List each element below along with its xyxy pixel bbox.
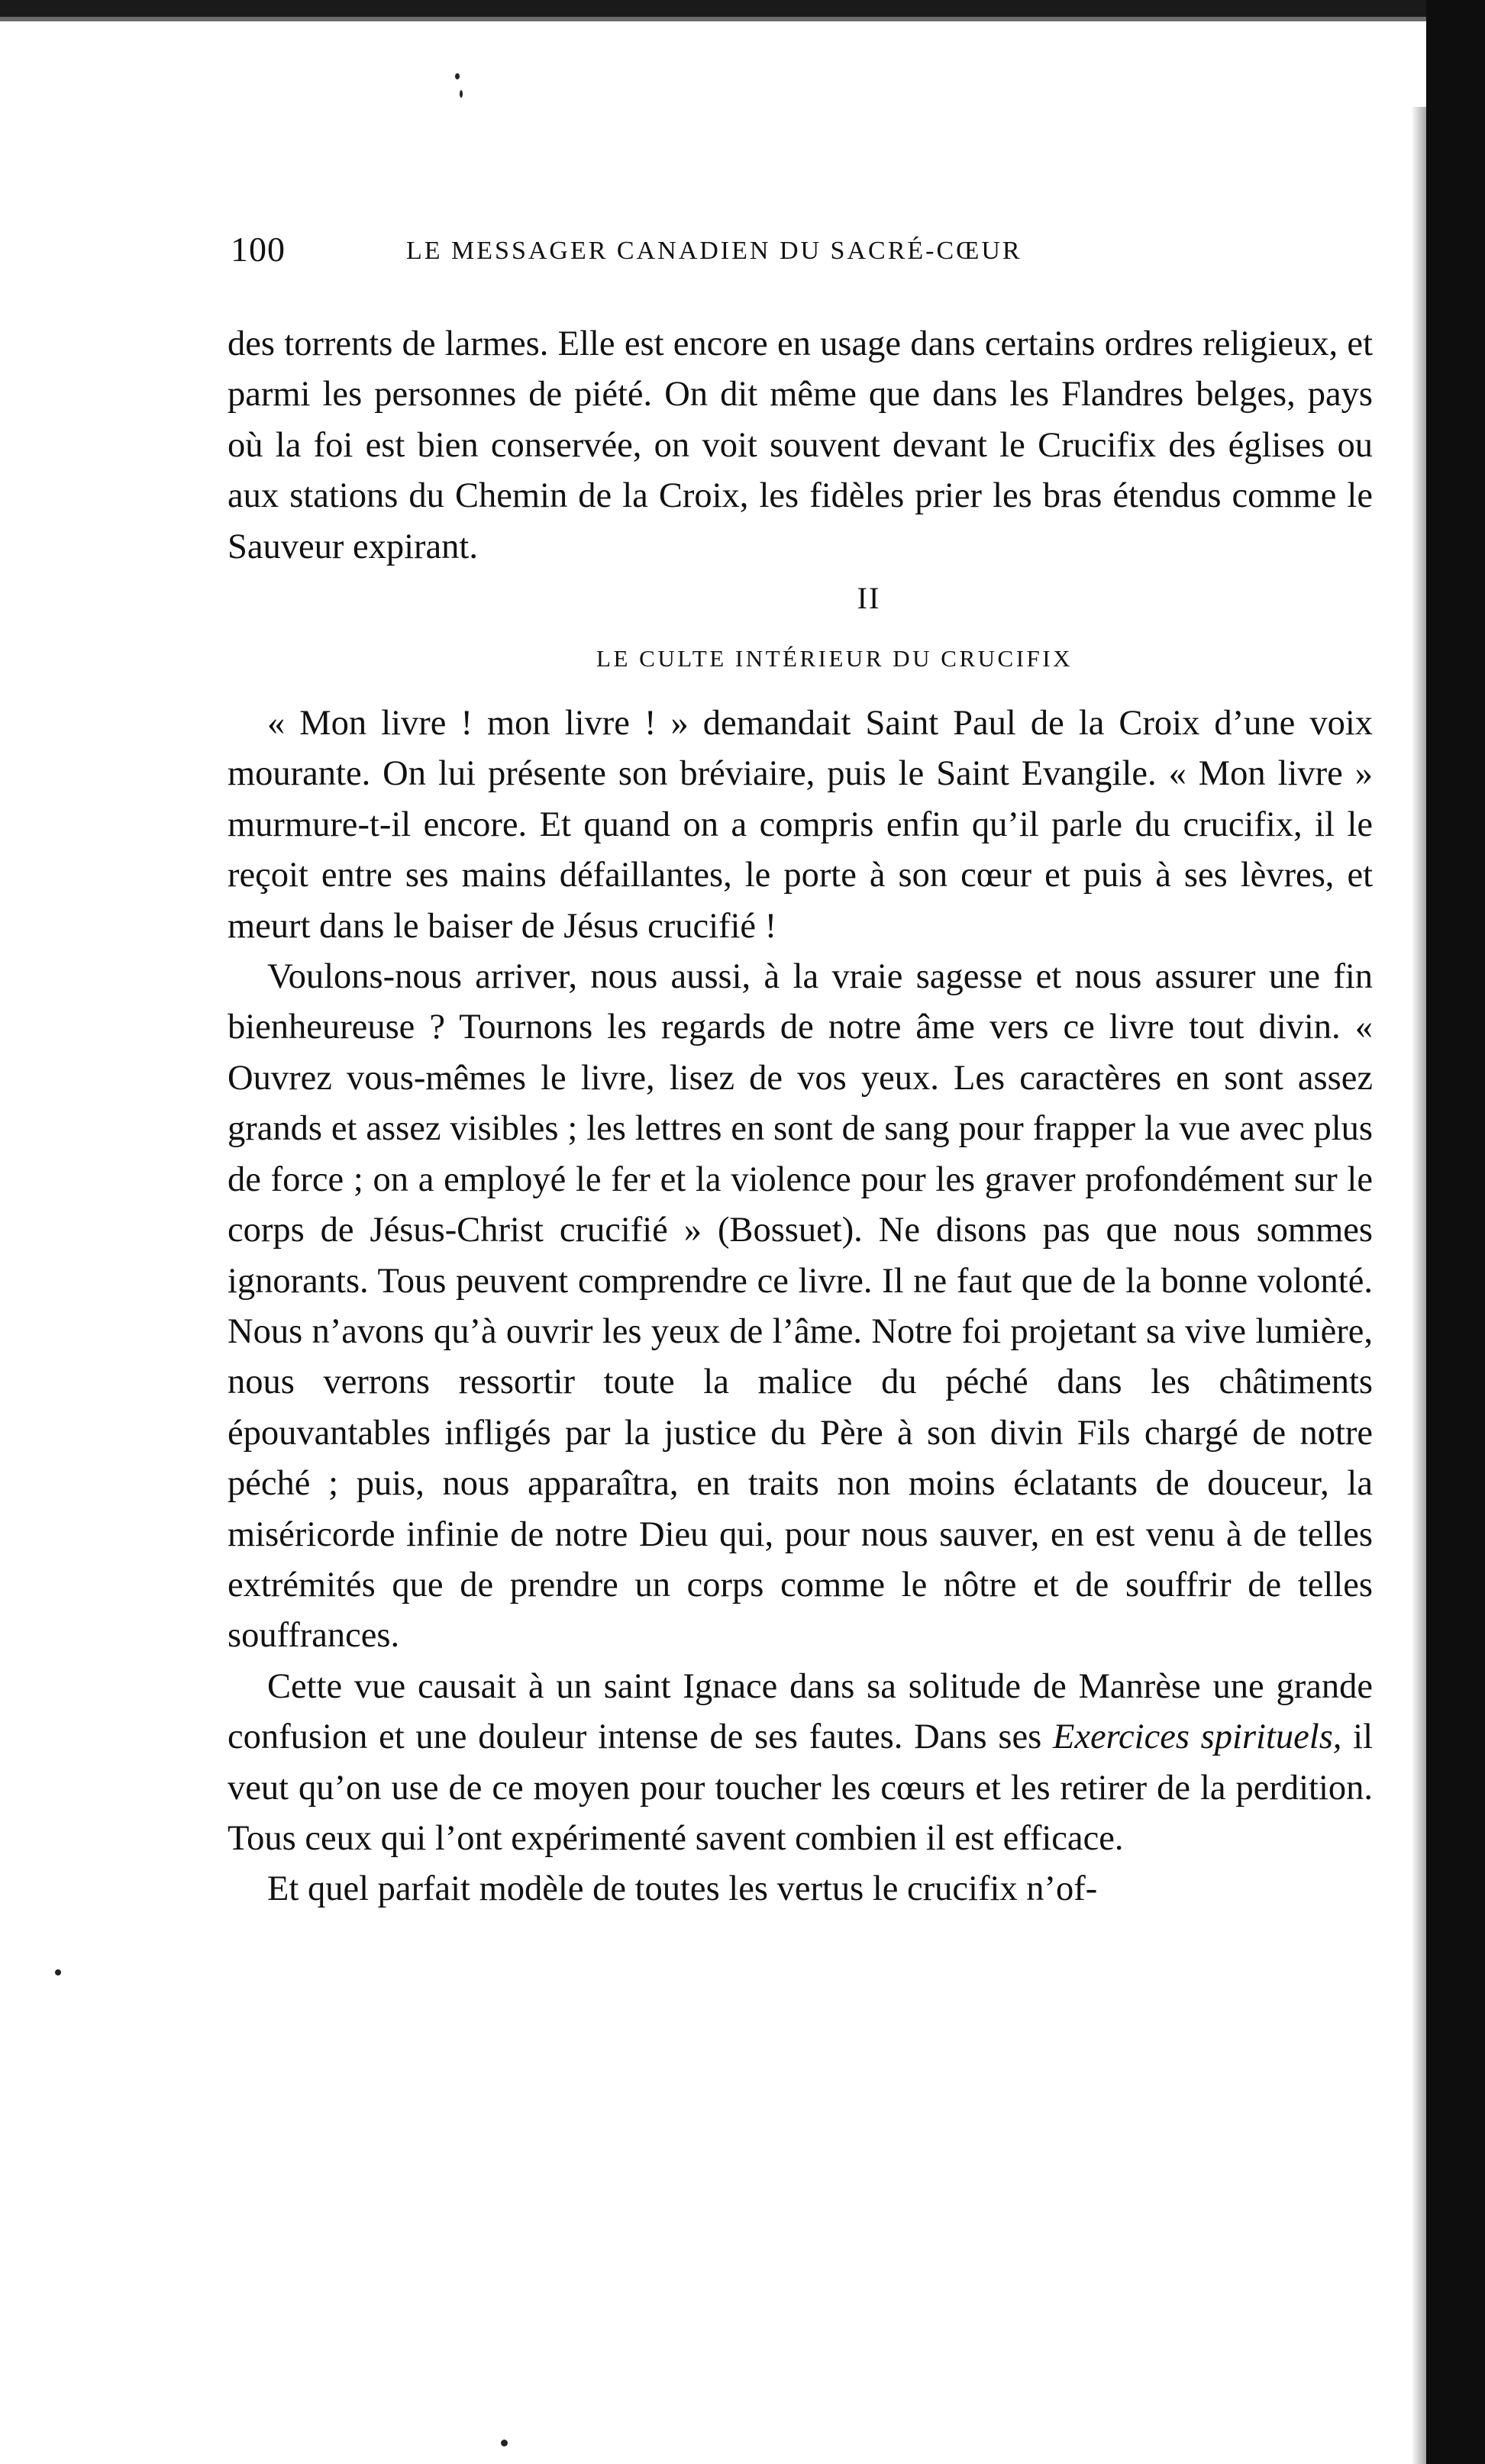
scan-top-border [0, 0, 1485, 17]
section-number: II [857, 581, 881, 616]
scan-speck [460, 90, 463, 98]
scan-right-border [1426, 0, 1485, 2464]
paragraph-text: il veut qu’on use de ce moyen pour toucher les cœurs et les retirer de la perdition. Tous ceux qui l’ont expérimenté savent combien il est efficace. [228, 1717, 1373, 1858]
scan-speck [455, 73, 460, 79]
section-title: LE CULTE INTÉRIEUR DU CRUCIFIX [596, 645, 1073, 672]
paragraph: « Mon livre ! mon livre ! » demandait Saint Paul de la Croix d’une voix mourante. On lui présente son bréviaire, puis le Saint Evangile. « Mon livre » murmure-t-il encore. Et quand on a compris enfin qu’il parle du crucifix, il le reçoit entre ses mains défaillantes, le porte à son cœur et puis à ses lèvres, et meurt dans le baiser de Jésus crucifié ! [228, 704, 1373, 946]
paragraph-continuation: des torrents de larmes. Elle est encore en usage dans certains ordres religieux, et parmi les personnes de piété. On dit même que dans les Flandres belges, pays où la foi est bien conservée, on voit souvent devant le Crucifix des églises ou aux stations du Chemin de la Croix, les fidèles prier les bras étendus comme le Sauveur expirant. [228, 324, 1373, 566]
scan-top-border-shadow [0, 17, 1485, 21]
scan-binding-shadow [1411, 107, 1426, 2464]
book-title-reference: Exercices spirituels, [1052, 1717, 1342, 1757]
paragraph [228, 1662, 1373, 1865]
page-number: 100 [231, 230, 286, 269]
scan-speck [501, 2440, 508, 2446]
book-page [228, 229, 1373, 1915]
body-text [228, 319, 1373, 1915]
journal-title: LE MESSAGER CANADIEN DU SACRÉ-CŒUR [406, 237, 1022, 265]
scan-speck [55, 1969, 61, 1975]
paragraph: Voulons-nous arriver, nous aussi, à la vraie sagesse et nous assurer une fin bienheureuse ? Tournons les regards de notre âme vers ce livre tout divin. « Ouvrez vous-mêmes le livre, lisez de vos yeux. Les caractères en sont assez grands et assez visibles ; les lettres en sont de sang pour frapper la vue avec plus de force ; on a employé le fer et la violence pour les graver profondément sur le corps de Jésus-Christ crucifié » (Bossuet). Ne disons pas que nous sommes ignorants. Tous peuvent comprendre ce livre. Il ne faut que de la bonne volonté. Nous n’avons qu’à ouvrir les yeux de l’âme. Notre foi projetant sa vive lumière, nous verrons ressortir toute la malice du péché dans les châtiments épouvantables infligés par la justice du Père à son divin Fils chargé de notre péché ; puis, nous apparaîtra, en traits non moins éclatants de douceur, la miséricorde infinie de notre Dieu qui, pour nous sauver, en est venu à de telles extrémités que de prendre un corps comme le nôtre et de souffrir de telles souffrances. [228, 957, 1373, 1656]
paragraph-text: Cette vue causait à un saint Ignace dans sa solitude de Manrèse une grande confusion et une douleur intense de ses fautes. Dans ses [228, 1666, 1373, 1757]
paragraph: Et quel parfait modèle de toutes les vertus le crucifix n’of- [267, 1869, 1098, 1909]
running-head [228, 229, 1373, 282]
